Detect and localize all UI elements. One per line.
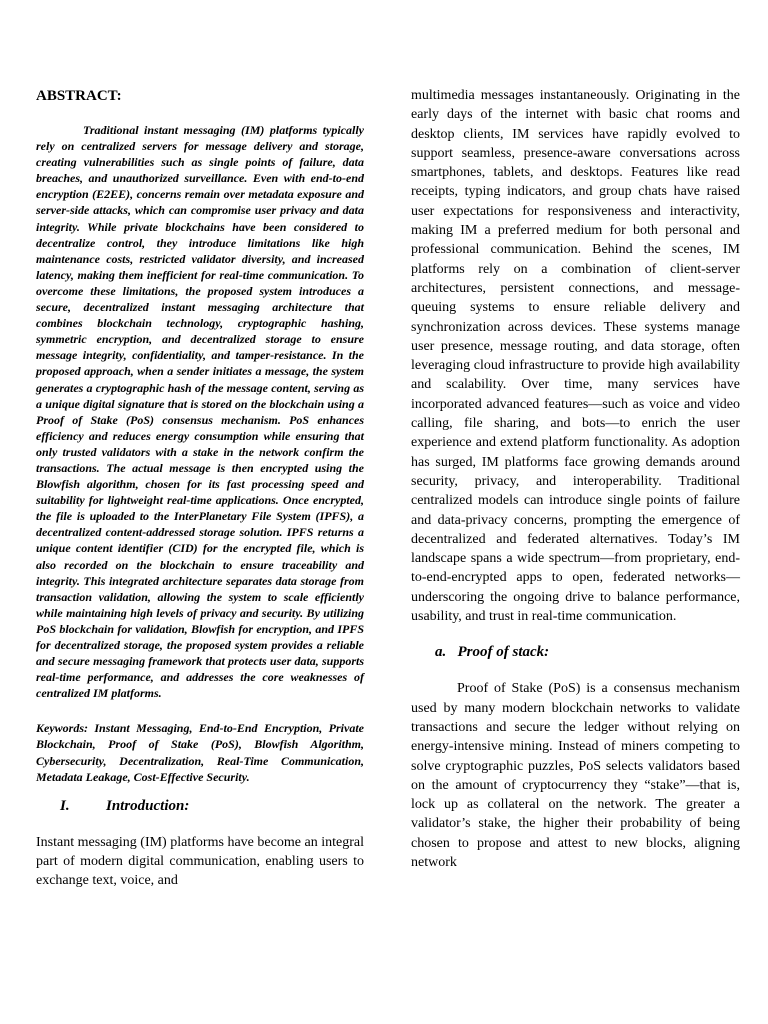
keywords: Keywords: Instant Messaging, End-to-End Encryption, Private Blockchain, Proof of Stake (PoS), Blowfish Algorithm, Cybersecurity, Decentralization, Real-Time Communication, Metadata Leakage, Cost-Effective Security.	[36, 721, 364, 784]
section-title: Introduction:	[106, 797, 190, 814]
abstract-body: Traditional instant messaging (IM) platforms typically rely on centralized servers for message delivery and storage, creating vulnerabilities such as single points of failure, data breaches, and unauthorized surveillance. Even with end-to-end encryption (E2EE), concerns remain over metadata exposure and server-side attacks, which can compromise user privacy and data integrity. While private blockchains have been considered to decentralize control, they introduce limitations like high maintenance costs, restricted validator diversity, and increased latency, making them inefficient for real-time communication. To overcome these limitations, the proposed system introduces a secure, decentralized instant messaging architecture that combines blockchain technology, cryptographic hashing, symmetric encryption, and decentralized storage to ensure message integrity, confidentiality, and tamper-resistance. In the proposed approach, when a sender initiates a message, the system generates a cryptographic hash of the message content, serving as a unique digital signature that is stored on the blockchain using a Proof of Stake (PoS) consensus mechanism. PoS enhances efficiency and reduces energy consumption while ensuring that only trusted validators with a stake in the network confirm the transactions. The actual message is then encrypted using the Blowfish algorithm, chosen for its fast processing speed and suitability for lightweight real-time applications. Once encrypted, the file is uploaded to the InterPlanetary File System (IPFS), a decentralized content-addressed storage solution. IPFS returns a unique content identifier (CID) for the encrypted file, which is also recorded on the blockchain to ensure traceability and integrity. This integrated architecture separates data storage from transaction validation, allowing the system to scale efficiently while maintaining high levels of privacy and security. By utilizing PoS blockchain for validation, Blowfish for encryption, and IPFS for decentralized storage, the proposed system provides a reliable and secure messaging framework that protects user data, supports real-time performance, and addresses the core weaknesses of centralized IM platforms.	[36, 123, 364, 701]
section-number: I.	[60, 797, 70, 814]
introduction-heading	[36, 796, 364, 816]
proof-of-stake-paragraph: Proof of Stake (PoS) is a consensus mechanism used by many modern blockchain networks to validate transactions and secure the ledger without relying on energy-intensive mining. Instead of miners competing to solve cryptographic puzzles, PoS selects validators based on the amount of cryptocurrency they “stake”—that is, lock up as collateral on the network. The greater a validator’s stake, the higher their probability of being chosen to propose and attest to new blocks, aligning network	[411, 681, 740, 870]
right-column	[411, 86, 740, 872]
abstract-heading: ABSTRACT:	[36, 88, 122, 104]
introduction-paragraph-left: Instant messaging (IM) platforms have become an integral part of modern digital communication, enabling users to exchange text, voice, and	[36, 834, 364, 889]
subsection-heading: a. Proof of stack:	[435, 644, 550, 661]
left-column	[36, 86, 364, 891]
introduction-paragraph-right: multimedia messages instantaneously. Originating in the early days of the internet with basic chat rooms and desktop clients, IM services have rapidly evolved to support seamless, presence-aware conversations across smartphones, tablets, and desktops. Features like read receipts, typing indicators, and group chats have raised user expectations for responsiveness and interactivity, making IM a preferred medium for both personal and professional communication. Behind the scenes, IM platforms rely on a combination of client-server architectures, persistent connections, and message-queuing systems to ensure reliable delivery and synchronization across devices. These systems manage user presence, message routing, and data storage, often leveraging cloud infrastructure to provide high availability and scalability. Over time, many services have incorporated advanced features—such as voice and video calling, file sharing, and bots—to enrich the user experience and extend platform functionality. As adoption has surged, IM platforms face growing demands around security, privacy, and interoperability. Traditional centralized models can introduce single points of failure and data-privacy concerns, prompting the emergence of decentralized and federated alternatives. Today’s IM landscape spans a wide spectrum—from proprietary, end-to-end-encrypted apps to open, federated networks—underscoring the ongoing drive to balance performance, usability, and trust in real-time communication.	[411, 88, 740, 625]
